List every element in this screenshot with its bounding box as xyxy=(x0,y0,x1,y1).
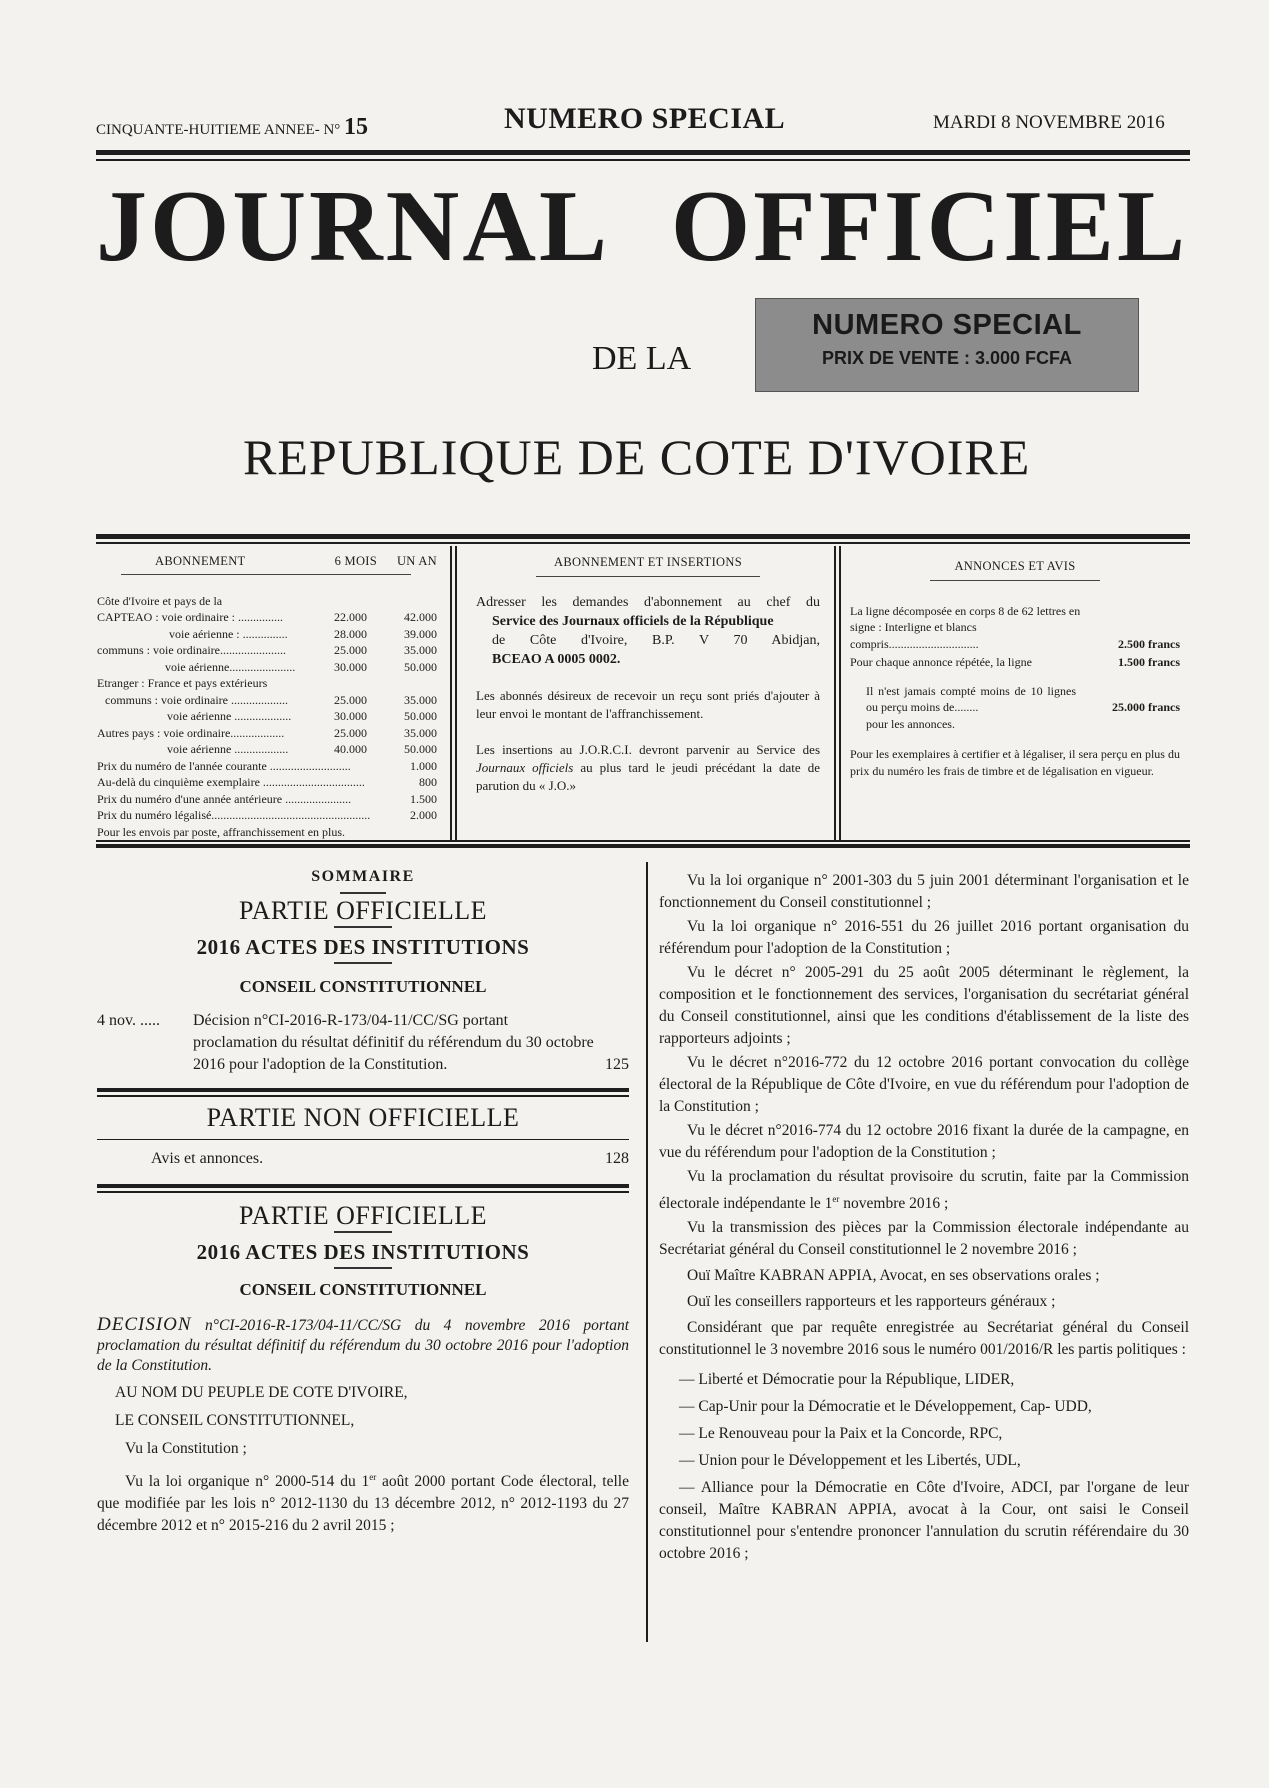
decision-line: AU NOM DU PEUPLE DE COTE D'IVOIRE, xyxy=(115,1383,408,1401)
abonnement-row: communs : voie ordinaire ................... 25.000 35.000 xyxy=(105,692,437,707)
right-para: Considérant que par requête enregistrée au Secrétariat général du Conseil constitutionnel le 3 novembre 2016 sous le numéro 001/2016/R les partis politiques : xyxy=(659,1319,1189,1359)
abonnement-row: Autres pays : voie ordinaire.................. 25.000 35.000 xyxy=(97,725,437,740)
insertions-delai: Les insertions au J.O.R.C.I. devront parvenir au Service des Journaux officiels au plus tard le jeudi précédant la date de parution du « J.O.» xyxy=(476,742,820,793)
actes-underline xyxy=(334,962,392,964)
abonnement-col-6mois: 6 MOIS xyxy=(334,554,377,568)
abonnement-row: voie aérienne...................... 30.000 50.000 xyxy=(165,659,437,674)
abonnement-row: voie aérienne ................... 30.000 50.000 xyxy=(167,709,437,723)
abonnement-head: ABONNEMENT xyxy=(155,554,246,568)
annonces-r3b: pour les annonces. xyxy=(866,716,955,731)
edition-info xyxy=(96,114,368,141)
prix-row: Prix du numéro d'une année antérieure ...................... 1.500 xyxy=(97,791,437,806)
party-list-item: — Liberté et Démocratie pour la République, LIDER, xyxy=(679,1371,1015,1389)
insertions-head: ABONNEMENT ET INSERTIONS xyxy=(554,555,742,569)
special-box-title: NUMERO SPECIAL xyxy=(812,309,1082,341)
edition-prefix: CINQUANTE-HUITIEME ANNEE- N° xyxy=(96,122,341,138)
special-price-box xyxy=(755,298,1139,392)
header-rule-thick xyxy=(96,150,1190,155)
info-divider-2 xyxy=(834,546,836,840)
party-list-item: — Alliance pour la Démocratie en Côte d'Ivoire, ADCI, par l'organe de leur conseil, Maître KABRAN APPIA, avocat à la Cour, ont saisi le Conseil constitutionnel pour s'entendre prononcer l'annulation du scrutin référendaire du 30 octobre 2016 ; xyxy=(659,1479,1189,1563)
edition-number: 15 xyxy=(344,114,369,140)
abonnement-head-underline xyxy=(121,574,411,575)
decision-line: Vu la loi organique n° 2000-514 du 1er août 2000 portant Code électoral, telle que modifiée par les lois n° 2012-1130 du 13 décembre 2012, n° 2012-1193 du 27 décembre 2012 et n° 2015-216 du 2 avril 2015 ; xyxy=(97,1471,629,1534)
actes-institutions-heading-2: 2016 ACTES DES INSTITUTIONS xyxy=(196,1239,530,1264)
sommaire-rule-thin xyxy=(97,1095,629,1097)
prix-row: Prix du numéro de l'année courante ........................... 1.000 xyxy=(97,758,437,773)
avis-entry: Avis et annonces. 128 xyxy=(151,1150,629,1167)
sommaire-entry: 4 nov. ..... Décision n°CI-2016-R-173/04-11/CC/SG portant proclamation du résultat définitif du référendum du 30 octobre 2016 pour l'adoption de la Constitution. 125 xyxy=(97,1012,629,1073)
info-divider-1 xyxy=(450,546,452,840)
insertions-recu: Les abonnés désireux de recevoir un reçu sont priés d'ajouter à leur envoi le montant de l'affranchissement. xyxy=(476,688,820,721)
right-column xyxy=(659,870,1189,1570)
partie-underline-2 xyxy=(334,1231,392,1233)
special-heading: NUMERO SPECIAL xyxy=(504,102,786,135)
prix-row: Prix du numéro légalisé..................................................... 2.000 xyxy=(97,808,437,822)
right-para: Ouï les conseillers rapporteurs et les rapporteurs généraux ; xyxy=(687,1293,1056,1311)
sommaire-rule-thick xyxy=(97,1088,629,1092)
abonnement-row: voie aérienne .................. 40.000 50.000 xyxy=(167,742,437,756)
annonces-head-underline xyxy=(930,580,1100,581)
annonces-head: ANNONCES ET AVIS xyxy=(954,559,1076,573)
info-divider-2b xyxy=(839,546,841,840)
decision-line: LE CONSEIL CONSTITUTIONNEL, xyxy=(115,1411,355,1429)
annonces-box xyxy=(850,546,1180,846)
decision-title: DECISION n°CI-2016-R-173/04-11/CC/SG du 4 novembre 2016 portant proclamation du résultat définitif du référendum du 30 octobre 2016 pour l'adoption de la Constitution. xyxy=(97,1313,629,1374)
right-para: Vu le décret n° 2005-291 du 25 août 2005 déterminant le règlement, la composition et le fonctionnement des services, l'organisation du secrétariat général du Conseil constitutionnel, ainsi que les conditions d'établissement de la liste des rapporteurs adjoints ; xyxy=(659,964,1189,1047)
party-list-item: — Cap-Unir pour la Démocratie et le Développement, Cap- UDD, xyxy=(679,1398,1092,1416)
header-rule-thin xyxy=(96,159,1190,161)
prix-row: Au-delà du cinquième exemplaire .................................. 800 xyxy=(97,775,437,789)
actes-underline-2 xyxy=(334,1267,392,1269)
conseil-constitutionnel-heading: CONSEIL CONSTITUTIONNEL xyxy=(239,977,487,996)
right-para: Ouï Maître KABRAN APPIA, Avocat, en ses observations orales ; xyxy=(687,1267,1100,1285)
special-box-price: PRIX DE VENTE : 3.000 FCFA xyxy=(821,348,1073,368)
avis-rule-thin xyxy=(97,1191,629,1193)
sommaire-title: SOMMAIRE xyxy=(311,868,415,885)
abonnement-row: communs : voie ordinaire...................... 25.000 35.000 xyxy=(97,643,437,657)
conseil-constitutionnel-heading-2: CONSEIL CONSTITUTIONNEL xyxy=(239,1279,487,1299)
insertions-head-underline xyxy=(536,576,760,577)
partie-officielle-heading: PARTIE OFFICIELLE xyxy=(239,896,487,925)
masthead-title xyxy=(96,170,1188,283)
right-para: Vu le décret n°2016-772 du 12 octobre 2016 portant convocation du collège électoral de la République de Côte d'Ivoire, en vue du référendum pour l'adoption de la Constitution ; xyxy=(659,1054,1189,1115)
partie-non-officielle-heading: PARTIE NON OFFICIELLE xyxy=(206,1102,520,1132)
insertions-box xyxy=(476,546,820,846)
partie-underline xyxy=(334,926,392,928)
abonnement-row: voie aérienne : ............... 28.000 39.000 xyxy=(169,626,437,641)
left-column xyxy=(97,866,629,1539)
party-list-item: — Le Renouveau pour la Paix et la Concorde, RPC, xyxy=(679,1425,1003,1443)
masthead-de-la: DE LA xyxy=(592,340,692,377)
annonces-row: La ligne décomposée en corps 8 de 62 lettres en signe : Interligne et blancs compris.............................. 2.500 francs xyxy=(850,603,1180,651)
abonnement-col-unan: UN AN xyxy=(396,554,437,568)
issue-date: MARDI 8 NOVEMBRE 2016 xyxy=(933,112,1165,133)
masthead-word-journal: JOURNAL xyxy=(96,170,611,283)
sommaire-underline xyxy=(340,892,386,894)
masthead-word-officiel: OFFICIEL xyxy=(670,170,1188,283)
actes-institutions-heading: 2016 ACTES DES INSTITUTIONS xyxy=(196,935,530,959)
abonnement-etranger: Etranger : France et pays extérieurs xyxy=(97,676,268,690)
partie-officielle-heading-2: PARTIE OFFICIELLE xyxy=(239,1200,487,1230)
column-divider xyxy=(646,862,648,1642)
info-rule-top-thick xyxy=(96,534,1190,539)
right-para: Vu la transmission des pièces par la Commission électorale indépendante au Secrétariat général du Conseil constitutionnel le 2 novembre 2016 ; xyxy=(659,1219,1189,1259)
annonces-row: Il n'est jamais compté moins de 10 lignes ou perçu moins de........ 25.000 francs xyxy=(866,683,1180,714)
right-para: Vu la loi organique n° 2016-551 du 26 juillet 2016 portant organisation du référendum pour l'adoption de la Constitution ; xyxy=(659,918,1189,957)
masthead-republique: REPUBLIQUE DE COTE D'IVOIRE xyxy=(243,429,1031,485)
avis-rule-thick xyxy=(97,1184,629,1188)
annonces-row: Pour chaque annonce répétée, la ligne 1.500 francs xyxy=(850,655,1180,669)
annonces-legalisation: Pour les exemplaires à certifier et à légaliser, il sera perçu en plus du prix du numéro les frais de timbre et de légalisation en vigueur. xyxy=(850,747,1180,778)
right-para: Vu le décret n°2016-774 du 12 octobre 2016 fixant la durée de la campagne, en vue du référendum pour l'adoption de la Constitution ; xyxy=(659,1122,1189,1161)
abonnement-row: CAPTEAO : voie ordinaire : ............... 22.000 42.000 xyxy=(97,610,437,624)
info-divider-1b xyxy=(455,546,457,840)
decision-line: Vu la Constitution ; xyxy=(125,1439,247,1457)
abonnement-intro: Côte d'Ivoire et pays de la xyxy=(97,593,223,608)
abonnement-footer: Pour les envois par poste, affranchissement en plus. xyxy=(97,824,346,839)
insertions-address: Adresser les demandes d'abonnement au chef du Service des Journaux officiels de la République de Côte d'Ivoire, B.P. V 70 Abidjan, BCEAO A 0005 0002. xyxy=(476,595,820,667)
non-officielle-rule xyxy=(97,1139,629,1141)
info-rule-top-thin xyxy=(96,542,1190,544)
party-list-item: — Union pour le Développement et les Libertés, UDL, xyxy=(679,1452,1021,1470)
abonnement-box xyxy=(97,546,437,846)
right-para: Vu la loi organique n° 2001-303 du 5 juin 2001 déterminant l'organisation et le fonctionnement du Conseil constitutionnel ; xyxy=(659,872,1189,911)
right-para: Vu la proclamation du résultat provisoire du scrutin, faite par la Commission électorale indépendante le 1er novembre 2016 ; xyxy=(659,1168,1189,1213)
